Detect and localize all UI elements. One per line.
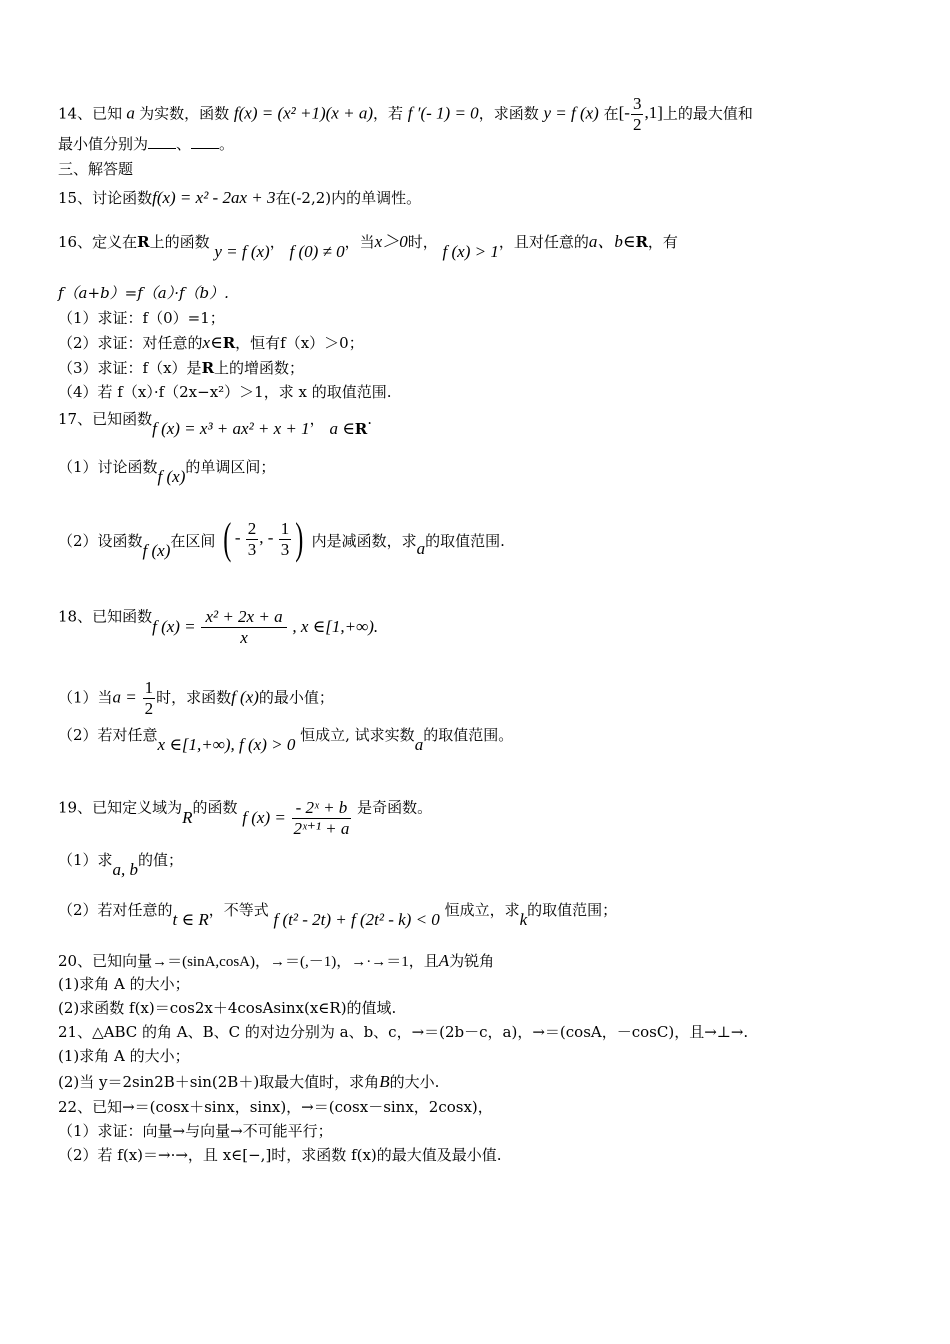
q19-line: 19、已知定义域为R的函数 f (x) = $\frac{\text{- 2ˣ + b}}{\text{2ˣ⁺¹ + a}}$ 是奇函数。 <box>58 798 433 838</box>
q14-condition: f ′(- 1) = 0 <box>407 103 479 123</box>
q18-part1: （1）当a = $\frac{1}{2}$ 时，求函数f (x)的最小值； <box>58 678 334 718</box>
q21-part1: (1)求角 A 的大小； <box>58 1047 190 1065</box>
q22-line1: 22、已知→＝(cosx＋sinx，sinx)，→＝(cosx－sinx，2cosx)， <box>58 1098 493 1116</box>
q20-line1: 20、已知向量→＝(sinA,cosA)，→＝(,－1)，→·→＝1，且A为锐角 <box>58 951 495 970</box>
q19-fraction: $\frac{\text{- 2ˣ + b}}{\text{2ˣ⁺¹ + a}}$ <box>293 798 350 838</box>
var-a: a <box>122 103 140 123</box>
q17-line: 17、已知函数f (x) = x³ + ax² + x + 1， a ∈R. <box>58 410 373 438</box>
section-heading: 三、解答题 <box>58 160 134 178</box>
q14-function: f(x) = (x² +1)(x + a) <box>233 103 373 123</box>
q21-line1: 21、△ABC 的角 A、B、C 的对边分别为 a、b、c，→＝(2b－c，a)，→＝(cosA，－cosC)，且→⊥→. <box>58 1023 749 1041</box>
q14-line1: 14、已知 a 为实数，函数 f(x) = (x² +1)(x + a)，若 f ′(- 1) = 0，求函数 y = f (x) 在[- $\frac{3}{2}$ ,1]上的最大值和 <box>58 94 753 134</box>
q15-line: 15、讨论函数f(x) = x² - 2ax + 3在(-2,2)内的单调性。 <box>58 188 422 207</box>
q14-line2: 最小值分别为 、 。 <box>58 135 235 153</box>
q16-part2: （2）求证：对任意的x∈R，恒有f（x）＞0； <box>58 333 364 352</box>
answer-blank[interactable] <box>191 134 219 149</box>
q18-fraction: $\frac{\text{x² + 2x + a}}{x}$ <box>201 607 286 648</box>
q16-part1: （1）求证：f（0）=1； <box>58 309 225 327</box>
q16-line2: f（a+b）=f（a）·f（b）. <box>58 284 229 302</box>
q16-part3: （3）求证：f（x）是R上的增函数； <box>58 359 305 377</box>
q22-part1: （1）求证：向量→与向量→不可能平行； <box>58 1122 333 1140</box>
answer-blank[interactable] <box>148 134 176 149</box>
q20-part1: (1)求角 A 的大小； <box>58 975 190 993</box>
q17-part1: （1）讨论函数f (x)的单调区间； <box>58 458 276 486</box>
q20-part2: (2)求函数 f(x)＝cos2x＋4cosAsinx(x∈R)的值域. <box>58 999 397 1017</box>
q22-part2: （2）若 f(x)＝→·→，且 x∈[−,]时，求函数 f(x)的最大值及最小值. <box>58 1146 502 1164</box>
q16-part4: （4）若 f（x）·f（2x−x²）＞1，求 x 的取值范围. <box>58 383 392 401</box>
q17-interval: ( - $\frac{2}{3}$ , - $\frac{1}{3}$ ) <box>223 514 304 563</box>
q21-part2: (2)当 y＝2sin2B＋sin(2B＋)取最大值时，求角B的大小. <box>58 1072 440 1091</box>
q19-part1: （1）求a, b的值； <box>58 851 184 879</box>
q15-function: f(x) = x² - 2ax + 3 <box>152 188 276 207</box>
q18-part2: （2）若对任意x ∈[1,+∞), f (x) > 0 恒成立, 试求实数a的取值范围。 <box>58 726 514 754</box>
q18-line: 18、已知函数f (x) = $\frac{\text{x² + 2x + a}}{x}$ , x ∈[1,+∞). <box>58 607 379 647</box>
q16-line1: 16、定义在R上的函数 y = f (x)， f (0) ≠ 0，当x＞0时， f (x) > 1，且对任意的a、b∈R，有 <box>58 232 678 261</box>
q14-interval: [- $\frac{3}{2}$ ,1] <box>618 94 663 134</box>
q17-part2: （2）设函数f (x)在区间 ( - $\frac{2}{3}$ , - $\frac{1}{3}$ ) 内是减函数，求a的取值范围. <box>58 514 505 563</box>
q19-part2: （2）若对任意的t ∈ R，不等式 f (t² - 2t) + f (2t² - k) < 0 恒成立，求k的取值范围； <box>58 901 618 929</box>
